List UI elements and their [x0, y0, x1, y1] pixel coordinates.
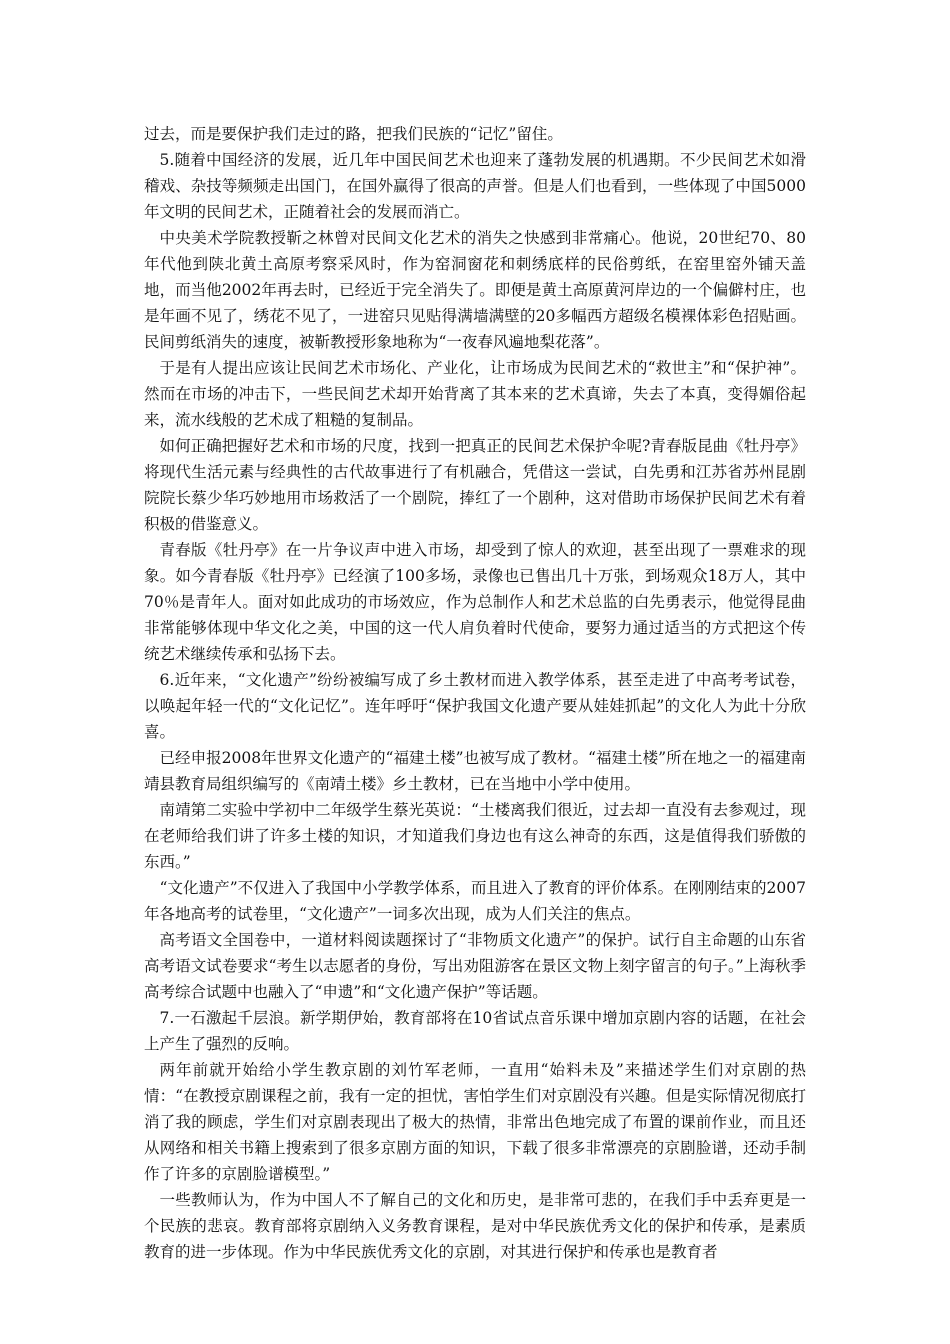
paragraph-section-7: 7.一石激起千层浪。新学期伊始，教育部将在10省试点音乐课中增加京剧内容的话题，在社会上产生了强烈的反响。: [144, 1009, 806, 1053]
paragraph: 中央美术学院教授靳之林曾对民间文化艺术的消失之快感到非常痛心。他说，20世纪70、80年代他到陕北黄土高原考察采风时，作为窑洞窗花和刺绣底样的民俗剪纸，在窑里窑外铺天盖地，而当他2002年再去时，已经近于完全消失了。即便是黄土高原黄河岸边的一个偏僻村庄，也是年画不见了，绣花不见了，一进窑只见贴得满墙满壁的20多幅西方超级名模裸体彩色招贴画。民间剪纸消失的速度，被靳教授形象地称为“一夜春风遍地梨花落”。: [144, 229, 806, 351]
paragraph: 如何正确把握好艺术和市场的尺度，找到一把真正的民间艺术保护伞呢?青春版昆曲《牡丹亭》将现代生活元素与经典性的古代故事进行了有机融合，凭借这一尝试，白先勇和江苏省苏州昆剧院院长蔡少华巧妙地用市场救活了一个剧院，捧红了一个剧种，这对借助市场保护民间艺术有着积极的借鉴意义。: [144, 437, 806, 533]
document-page: [144, 121, 806, 1265]
paragraph: 一些教师认为，作为中国人不了解自己的文化和历史，是非常可悲的，在我们手中丢弃更是一个民族的悲哀。教育部将京剧纳入义务教育课程，是对中华民族优秀文化的保护和传承，是素质教育的进一步体现。作为中华民族优秀文化的京剧，对其进行保护和传承也是教育者: [144, 1191, 806, 1261]
paragraph: “文化遗产”不仅进入了我国中小学教学体系，而且进入了教育的评价体系。在刚刚结束的2007年各地高考的试卷里，“文化遗产”一词多次出现，成为人们关注的焦点。: [144, 879, 806, 923]
paragraph: 高考语文全国卷中，一道材料阅读题探讨了“非物质文化遗产”的保护。试行自主命题的山东省高考语文试卷要求“考生以志愿者的身份，写出劝阻游客在景区文物上刻字留言的句子。”上海秋季高考综合试题中也融入了“申遗”和“文化遗产保护”等话题。: [144, 931, 806, 1001]
paragraph: 已经申报2008年世界文化遗产的“福建土楼”也被写成了教材。“福建土楼”所在地之一的福建南靖县教育局组织编写的《南靖土楼》乡土教材，已在当地中小学中使用。: [144, 749, 806, 793]
paragraph-section-5: 5.随着中国经济的发展，近几年中国民间艺术也迎来了蓬勃发展的机遇期。不少民间艺术如滑稽戏、杂技等频频走出国门，在国外赢得了很高的声誉。但是人们也看到，一些体现了中国5000年文明的民间艺术，正随着社会的发展而消亡。: [144, 151, 806, 221]
paragraph: 于是有人提出应该让民间艺术市场化、产业化，让市场成为民间艺术的“救世主”和“保护神”。然而在市场的冲击下，一些民间艺术却开始背离了其本来的艺术真谛，失去了本真，变得媚俗起来，流水线般的艺术成了粗糙的复制品。: [144, 359, 806, 429]
paragraph-section-6: 6.近年来，“文化遗产”纷纷被编写成了乡土教材而进入教学体系，甚至走进了中高考考试卷，以唤起年轻一代的“文化记忆”。连年呼吁“保护我国文化遗产要从娃娃抓起”的文化人为此十分欣喜。: [144, 671, 806, 741]
paragraph: 两年前就开始给小学生教京剧的刘竹军老师，一直用“始料未及”来描述学生们对京剧的热情：“在教授京剧课程之前，我有一定的担忧，害怕学生们对京剧没有兴趣。但是实际情况彻底打消了我的顾虑，学生们对京剧表现出了极大的热情，非常出色地完成了布置的课前作业，而且还从网络和相关书籍上搜索到了很多京剧方面的知识，下载了很多非常漂亮的京剧脸谱，还动手制作了许多的京剧脸谱模型。”: [144, 1061, 806, 1183]
paragraph: 青春版《牡丹亭》在一片争议声中进入市场，却受到了惊人的欢迎，甚至出现了一票难求的现象。如今青春版《牡丹亭》已经演了100多场，录像也已售出几十万张，到场观众18万人，其中70％是青年人。面对如此成功的市场效应，作为总制作人和艺术总监的白先勇表示，他觉得昆曲非常能够体现中华文化之美，中国的这一代人肩负着时代使命，要努力通过适当的方式把这个传统艺术继续传承和弘扬下去。: [144, 541, 806, 663]
paragraph-continuation: 过去，而是要保护我们走过的路，把我们民族的“记忆”留住。: [144, 125, 563, 143]
paragraph: 南靖第二实验中学初中二年级学生蔡光英说：“土楼离我们很近，过去却一直没有去参观过，现在老师给我们讲了许多土楼的知识，才知道我们身边也有这么神奇的东西，这是值得我们骄傲的东西。”: [144, 801, 806, 871]
